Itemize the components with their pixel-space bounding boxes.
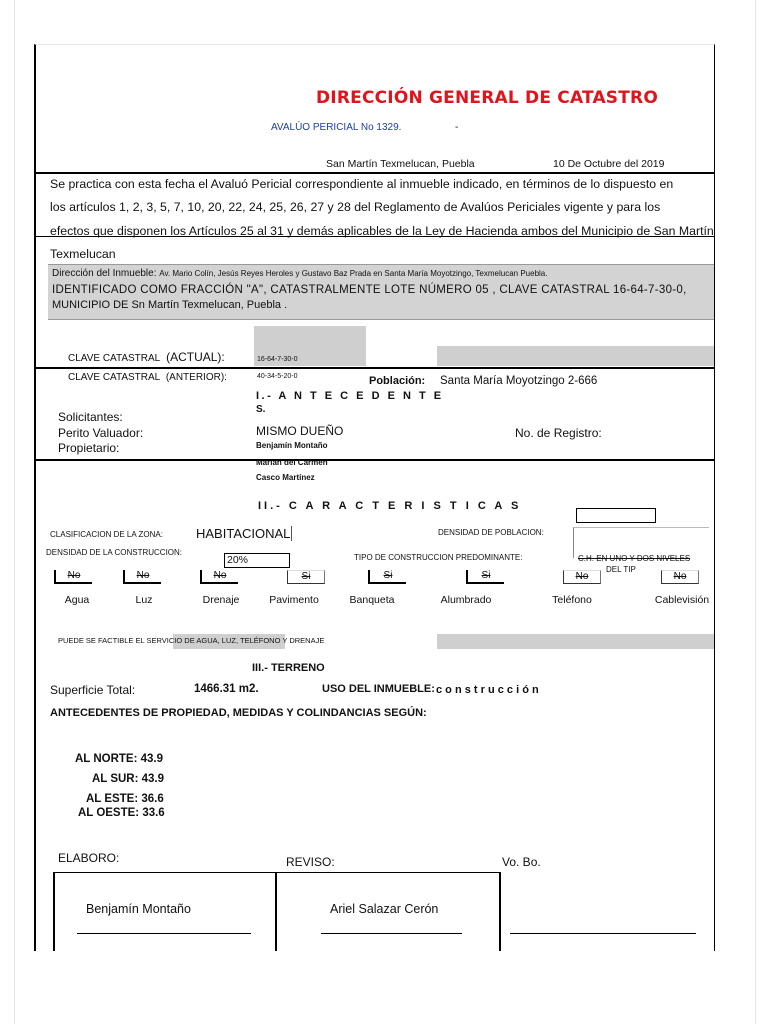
clave-anterior-value: 40-34-5-20-0 xyxy=(257,373,298,380)
clave-anterior-label xyxy=(68,372,227,383)
gray-field xyxy=(437,634,714,649)
superficie-value: 1466.31 m2. xyxy=(194,683,259,695)
address-line-1 xyxy=(52,268,547,279)
clave-anterior-label-a: CLAVE CATASTRAL xyxy=(68,372,161,383)
service-value: No xyxy=(67,570,81,581)
reviso-name: Ariel Salazar Cerón xyxy=(330,902,439,916)
uso-value: c o n s t r u c c i ó n xyxy=(436,684,539,696)
caracteristicas-heading: II.- C A R A C T E R I S T I C A S xyxy=(258,500,522,512)
service-label: Cablevisión xyxy=(654,594,710,606)
intro-line-3: efectos que disponen los Artículos 25 al 31 y demás aplicables de la Ley de Hacienda ambos del Municipio de San Martín xyxy=(50,224,714,238)
antecedentes-heading: I.- A N T E C E D E N T E xyxy=(256,390,444,402)
oeste-value: AL OESTE: 33.6 xyxy=(78,807,165,819)
document-title: DIRECCIÓN GENERAL DE CATASTRO xyxy=(316,88,658,108)
elaboro-label: ELABORO: xyxy=(58,851,120,865)
intro-line-1: Se practica con esta fecha el Avaluó Pericial correspondiente al inmueble indicado, en términos de lo dispuesto en xyxy=(50,177,674,191)
clave-actual-label-b: (ACTUAL): xyxy=(166,350,225,364)
antecedentes-propiedad-label: ANTECEDENTES DE PROPIEDAD, MEDIDAS Y COLINDANCIAS SEGÚN: xyxy=(50,707,427,719)
densidad-poblacion-label: DENSIDAD DE POBLACION: xyxy=(438,528,544,537)
perito-value: Benjamín Montaño xyxy=(256,441,328,450)
avaluo-dash: - xyxy=(455,122,459,133)
zona-label: CLASIFICACION DE LA ZONA: xyxy=(50,530,163,539)
tipo-construccion-value-2: DEL TIP xyxy=(606,565,636,574)
intro-line-4: Texmelucan xyxy=(50,247,116,259)
service-value: Si xyxy=(481,570,491,581)
superficie-label: Superficie Total: xyxy=(50,683,136,697)
densidad-construccion-label: DENSIDAD DE LA CONSTRUCCION: xyxy=(46,548,183,557)
elaboro-name: Benjamín Montaño xyxy=(86,902,191,916)
uso-label: USO DEL INMUEBLE: xyxy=(322,683,435,695)
service-value: No xyxy=(136,570,150,581)
registro-label: No. de Registro: xyxy=(515,426,602,440)
service-checkbox-2[interactable] xyxy=(200,570,238,584)
reviso-label: REVISO: xyxy=(286,855,335,869)
place-text: San Martín Texmelucan, Puebla xyxy=(326,158,475,170)
vobo-signature-line xyxy=(510,933,696,934)
service-checkbox-7[interactable] xyxy=(661,570,699,584)
address-line-2: IDENTIFICADO COMO FRACCIÓN "A", CATASTRALMENTE LOTE NÚMERO 05 , CLAVE CATASTRAL 16-64-7-30-0, xyxy=(52,284,687,296)
vobo-label: Vo. Bo. xyxy=(502,855,541,869)
zona-value: HABITACIONAL xyxy=(196,526,291,541)
address-label: Dirección del Inmueble: xyxy=(52,268,157,279)
service-value: No xyxy=(575,571,589,582)
divider xyxy=(34,236,714,237)
divider xyxy=(34,172,714,174)
clave-actual-label-a: CLAVE CATASTRAL xyxy=(68,353,161,364)
service-value: Si xyxy=(301,571,311,582)
service-value: No xyxy=(213,570,227,581)
service-checkbox-1[interactable] xyxy=(123,570,161,584)
factible-text: PUEDE SE FACTIBLE EL SERVICIO DE AGUA, LUZ, TELÉFONO Y DRENAJE xyxy=(58,636,325,645)
divider xyxy=(34,459,714,461)
clave-actual-label xyxy=(68,350,225,364)
service-label: Teléfono xyxy=(552,594,592,606)
antecedentes-heading-2: S. xyxy=(256,404,266,415)
solicitantes-label: Solicitantes: xyxy=(58,410,123,424)
norte-value: AL NORTE: 43.9 xyxy=(75,753,163,765)
gray-field xyxy=(437,346,714,366)
intro-line-2: los artículos 1, 2, 3, 5, 7, 10, 20, 22, 24, 25, 26, 27 y 28 del Reglamento de Avalúos Periciales vigente y para los xyxy=(50,200,661,214)
service-value: Si xyxy=(383,570,393,581)
este-value: AL ESTE: 36.6 xyxy=(86,793,164,805)
poblacion-label: Población: xyxy=(369,375,426,387)
densidad-poblacion-box[interactable] xyxy=(576,508,656,523)
service-checkbox-4[interactable] xyxy=(368,570,406,584)
service-label: Drenaje xyxy=(202,594,240,606)
service-value: No xyxy=(673,571,687,582)
solicitantes-value: MISMO DUEÑO xyxy=(256,424,344,438)
clave-actual-value: 16-64-7-30-0 xyxy=(257,356,298,363)
service-checkbox-5[interactable] xyxy=(466,570,504,584)
service-checkbox-3[interactable] xyxy=(287,570,325,584)
divider xyxy=(34,367,714,369)
address-street: Av. Mario Colín, Jesús Reyes Heroles y Gustavo Baz Prada en Santa María Moyotzingo, Texmelucan Puebla. xyxy=(159,269,548,278)
propietario-value-2: Casco Martínez xyxy=(256,473,315,482)
propietario-value-1: Marian del Carmen xyxy=(256,460,328,467)
service-label: Luz xyxy=(135,594,153,606)
perito-label: Perito Valuador: xyxy=(58,426,144,440)
elaboro-signature-line xyxy=(77,933,251,934)
clave-anterior-label-b: (ANTERIOR): xyxy=(165,372,227,383)
service-label: Banqueta xyxy=(349,594,395,606)
service-label: Alumbrado xyxy=(440,594,492,606)
tipo-construccion-label: TIPO DE CONSTRUCCION PREDOMINANTE: xyxy=(354,553,523,562)
service-label: Pavimento xyxy=(269,594,319,606)
terreno-heading: III.- TERRENO xyxy=(252,662,325,674)
date-text: 10 De Octubre del 2019 xyxy=(553,158,665,170)
tipo-construccion-value: C.H. EN UNO Y DOS NIVELES xyxy=(578,554,691,563)
avaluo-number: AVALÚO PERICIAL No 1329. xyxy=(271,122,402,133)
densidad-construccion-value[interactable]: 20% xyxy=(224,553,290,568)
reviso-signature-line xyxy=(321,933,462,934)
sur-value: AL SUR: 43.9 xyxy=(92,773,165,785)
service-checkbox-0[interactable] xyxy=(54,570,92,584)
propietario-label: Propietario: xyxy=(58,441,120,455)
address-line-3: MUNICIPIO DE Sn Martín Texmelucan, Puebla . xyxy=(52,299,288,311)
service-checkbox-6[interactable] xyxy=(563,570,601,584)
service-label: Agua xyxy=(64,594,90,606)
poblacion-value: Santa María Moyotzingo 2-666 xyxy=(440,375,598,387)
